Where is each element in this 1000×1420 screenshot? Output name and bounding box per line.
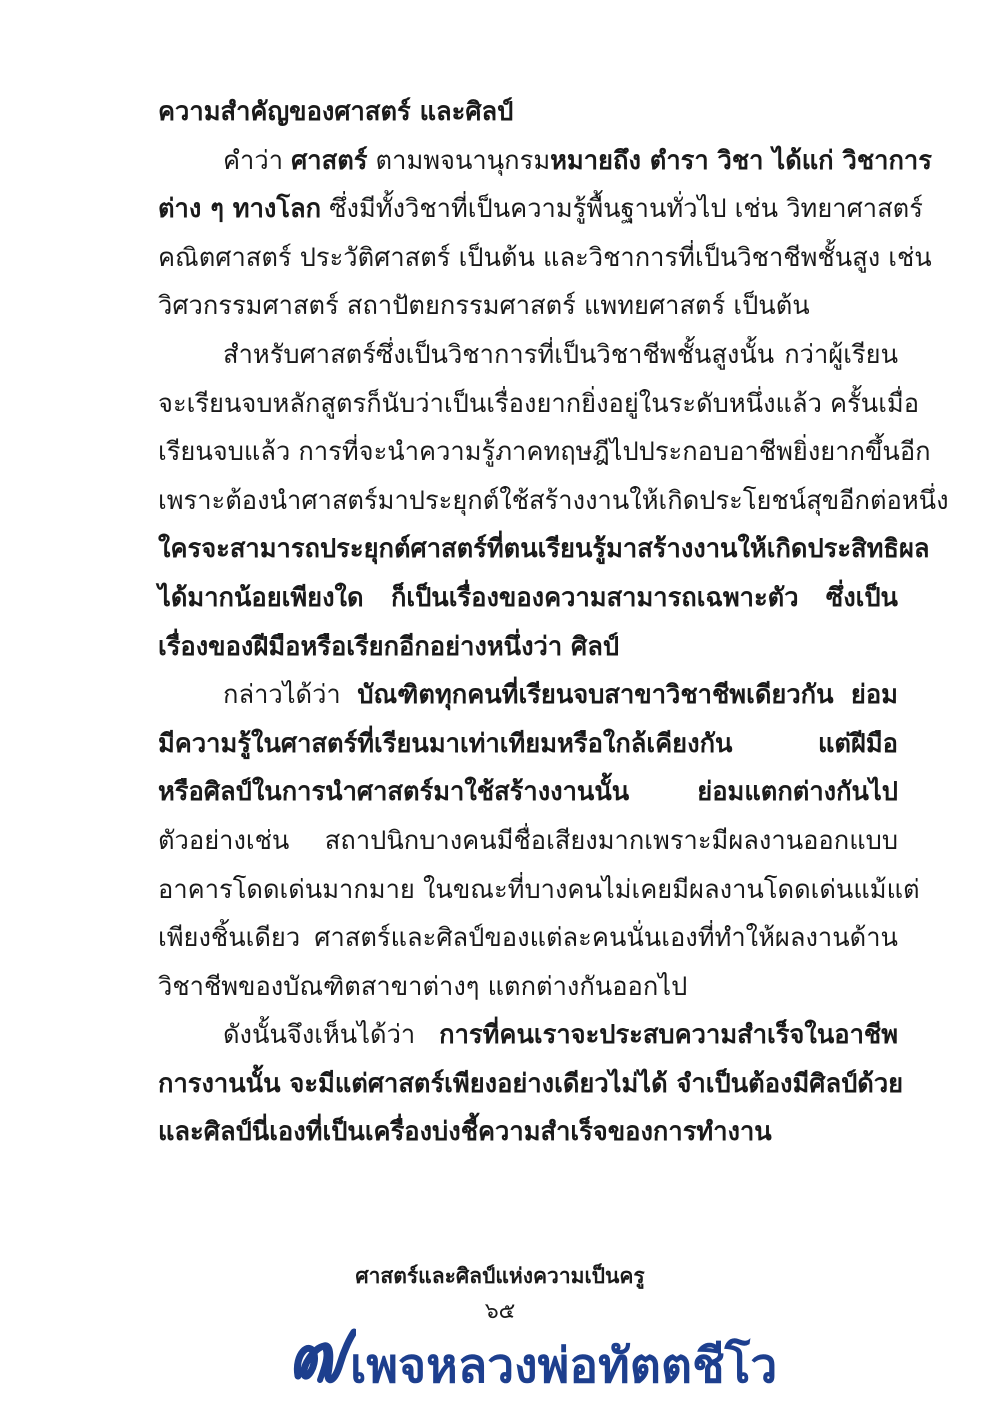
text-run: ดังนั้นจึงเห็นได้ว่า [223, 1020, 440, 1051]
text-run: วิศวกรรมศาสตร์ สถาปัตยกรรมศาสตร์ แพทยศาสตร์ เป็นต้น [158, 291, 810, 322]
bold-text-run: บัณฑิตทุกคนที่เรียนจบสาขาวิชาชีพเดียวกัน ย่อม [357, 680, 898, 711]
bold-text-run: ได้มากน้อยเพียงใด ก็เป็นเรื่องของความสามารถเฉพาะตัว ซึ่งเป็น [158, 582, 898, 613]
paragraph-container [158, 137, 949, 1157]
text-run: ตามพจนานุกรม [367, 145, 551, 176]
text-line [158, 137, 932, 186]
text-line [158, 380, 920, 429]
text-run: คำว่า [223, 145, 292, 176]
bold-text-run: มีความรู้ในศาสตร์ที่เรียนมาเท่าเทียมหรือใกล้เคียงกัน แต่ฝีมือ [158, 728, 898, 759]
text-line [158, 282, 898, 331]
bold-text-run: ต่าง ๆ ทางโลก [158, 194, 322, 225]
text-line [158, 623, 898, 672]
text-line [158, 525, 930, 574]
paragraph [158, 137, 932, 331]
bold-text-run: การงานนั้น จะมีแต่ศาสตร์เพียงอย่างเดียวไม่ได้ จำเป็นต้องมีศิลป์ด้วย [158, 1068, 904, 1099]
paragraph [158, 331, 949, 671]
text-line [158, 866, 920, 915]
text-line [158, 1011, 898, 1060]
text-line [158, 185, 923, 234]
bold-text-run: และศิลป์นี่เองที่เป็นเครื่องบ่งชี้ความสำเร็จของการทำงาน [158, 1117, 772, 1148]
brand-logo [0, 1320, 1000, 1400]
paragraph [158, 1011, 904, 1157]
brand-name: เพจหลวงพ่อทัตตชีโว [350, 1338, 778, 1394]
text-line [158, 477, 949, 526]
text-run: คณิตศาสตร์ ประวัติศาสตร์ เป็นต้น และวิชาการที่เป็นวิชาชีพชั้นสูง เช่น [158, 242, 932, 273]
stylized-thai-letter-logo-icon [284, 1324, 356, 1396]
text-line [158, 574, 898, 623]
text-run: เรียนจบแล้ว การที่จะนำความรู้ภาคทฤษฎีไปประกอบอาชีพยิ่งยากขึ้นอีก [158, 437, 931, 468]
article-heading: ความสำคัญของศาสตร์ และศิลป์ [158, 97, 514, 127]
bold-text-run: หรือศิลป์ในการนำศาสตร์มาใช้สร้างงานนั้น ย่อมแตกต่างกันไป [158, 777, 898, 808]
text-run: เพราะต้องนำศาสตร์มาประยุกต์ใช้สร้างงานให้เกิดประโยชน์สุขอีกต่อหนึ่ง [158, 485, 949, 516]
article-body [158, 88, 949, 1157]
text-run: ตัวอย่างเช่น สถาปนิกบางคนมีชื่อเสียงมากเพราะมีผลงานออกแบบ [158, 825, 898, 856]
paragraph [158, 671, 920, 1011]
bold-text-run: ใครจะสามารถประยุกต์ศาสตร์ที่ตนเรียนรู้มาสร้างงานให้เกิดประสิทธิผล [158, 534, 930, 565]
bold-text-run: หมายถึง ตำรา วิชา ได้แก่ วิชาการ [550, 145, 932, 176]
text-line [158, 817, 898, 866]
text-run: สำหรับศาสตร์ซึ่งเป็นวิชาการที่เป็นวิชาชีพชั้นสูงนั้น กว่าผู้เรียน [223, 339, 898, 370]
bold-text-run: เรื่องของฝีมือหรือเรียกอีกอย่างหนึ่งว่า ศิลป์ [158, 631, 620, 662]
text-run: ซึ่งมีทั้งวิชาที่เป็นความรู้พื้นฐานทั่วไป เช่น วิทยาศาสตร์ [321, 194, 923, 225]
text-line [158, 428, 931, 477]
bold-text-run: การที่คนเราจะประสบความสำเร็จในอาชีพ [439, 1020, 898, 1051]
text-line [158, 331, 898, 380]
text-line [158, 963, 898, 1012]
text-line [158, 671, 898, 720]
text-run: กล่าวได้ว่า [223, 680, 358, 711]
text-line [158, 234, 932, 283]
text-line [158, 914, 898, 963]
text-run: อาคารโดดเด่นมากมาย ในขณะที่บางคนไม่เคยมีผลงานโดดเด่นแม้แต่ [158, 874, 920, 905]
bold-text-run: ศาสตร์ [291, 145, 368, 176]
text-line [158, 1060, 904, 1109]
page-number: ๖๕ [484, 1299, 516, 1324]
text-run: เพียงชิ้นเดียว ศาสตร์และศิลป์ของแต่ละคนนั่นเองที่ทำให้ผลงานด้าน [158, 923, 898, 954]
text-run: จะเรียนจบหลักสูตรก็นับว่าเป็นเรื่องยากยิ่งอยู่ในระดับหนึ่งแล้ว ครั้นเมื่อ [158, 388, 920, 419]
text-line [158, 768, 898, 817]
book-title: ศาสตร์และศิลป์แห่งความเป็นครู [355, 1264, 645, 1288]
text-line [158, 1108, 898, 1157]
text-line [158, 720, 898, 769]
text-run: วิชาชีพของบัณฑิตสาขาต่างๆ แตกต่างกันออกไป [158, 971, 688, 1002]
